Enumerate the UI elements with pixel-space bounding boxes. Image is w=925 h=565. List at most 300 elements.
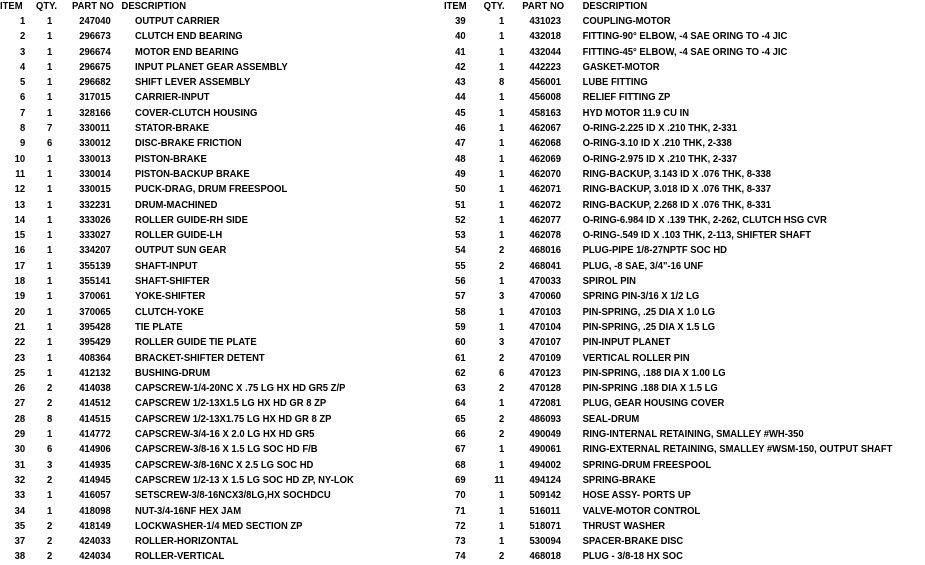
part-no-cell: 395428 [79,320,111,333]
part-no-cell: 333026 [79,213,111,226]
table-row [0,90,405,105]
part-no-cell: 330014 [79,167,111,180]
table-row [0,473,405,488]
item-cell: 39 [455,15,466,27]
item-cell: 71 [455,504,466,517]
part-no-cell: 330012 [79,137,111,150]
item-cell: 17 [14,259,26,272]
item-cell: 19 [14,290,26,303]
qty-cell: 1 [499,535,505,548]
part-no-cell: 462072 [529,198,562,211]
description-cell: COUPLING-MOTOR [582,15,671,27]
description-cell: PLUG-PIPE 1/8-27NPTF SOC HD [582,244,728,257]
item-cell: 70 [455,489,466,502]
qty-cell: 1 [46,366,53,379]
qty-cell: 1 [499,443,505,456]
table-row [0,396,405,411]
description-cell: MOTOR END BEARING [135,45,239,58]
description-cell: SETSCREW-3/8-16NCX3/8LG,HX SOCHDCU [135,489,331,502]
item-cell: 52 [455,213,466,226]
table-row [444,198,877,213]
description-cell: CAPSCREW-3/8-16NC X 2.5 LG SOC HD [135,458,314,471]
part-no-cell: 468041 [529,259,562,272]
qty-cell: 2 [46,550,53,563]
part-no-cell: 462077 [529,213,562,226]
part-no-cell: 530094 [529,535,562,548]
table-row [444,335,877,350]
item-cell: 37 [14,535,26,548]
description-cell: CLUTCH END BEARING [135,30,243,43]
header-qty: QTY. [483,0,505,12]
item-cell: 55 [455,259,466,272]
part-no-cell: 414772 [79,428,111,441]
qty-cell: 1 [46,336,53,349]
description-cell: CAPSCREW 1/2-13 X 1.5 LG SOC HD ZP, NY-LOK [135,473,354,486]
part-no-cell: 330015 [79,183,111,196]
description-cell: BUSHING-DRUM [135,366,211,379]
table-row [0,75,405,90]
qty-cell: 1 [499,167,505,180]
qty-cell: 2 [46,473,53,486]
qty-cell: 2 [499,550,505,563]
table-row [0,458,405,473]
qty-cell: 1 [46,30,53,43]
description-cell: CAPSCREW-1/4-20NC X .75 LG HX HD GR5 Z/P [135,382,346,395]
item-cell: 32 [14,473,26,486]
qty-cell: 1 [499,60,505,73]
item-cell: 57 [455,290,466,303]
table-row [444,351,877,366]
table-row [444,213,877,228]
item-cell: 20 [14,305,26,318]
qty-cell: 1 [46,91,53,104]
description-cell: HOSE ASSY- PORTS UP [582,489,691,502]
item-cell: 27 [14,397,26,410]
part-no-cell: 416057 [79,489,111,502]
qty-cell: 1 [499,122,505,135]
table-row [0,412,405,427]
part-no-cell: 418098 [79,504,111,517]
item-cell: 69 [455,473,466,486]
qty-cell: 2 [46,382,53,395]
description-cell: THRUST WASHER [582,519,666,532]
description-cell: LOCKWASHER-1/4 MED SECTION ZP [135,519,303,532]
table-row [0,259,405,274]
qty-cell: 2 [499,351,505,364]
table-row [0,243,405,258]
qty-cell: 2 [46,397,53,410]
item-cell: 50 [455,183,466,196]
header-description: DESCRIPTION [582,0,648,12]
qty-cell: 1 [499,213,505,226]
table-row [0,381,405,396]
description-cell: SHIFT LEVER ASSEMBLY [135,76,251,89]
qty-cell: 3 [499,290,505,303]
item-cell: 31 [14,458,26,471]
parts-list-left [0,0,450,565]
qty-cell: 2 [499,259,505,272]
table-row [444,473,877,488]
item-cell: 74 [455,550,466,563]
description-cell: VERTICAL ROLLER PIN [582,351,690,364]
qty-cell: 6 [499,366,505,379]
table-row [0,228,405,243]
item-cell: 41 [455,45,466,58]
item-cell: 1 [19,15,26,27]
description-cell: DRUM-MACHINED [135,198,218,211]
description-cell: O-RING-.549 ID X .103 THK, 2-113, SHIFTER SHAFT [582,229,812,242]
part-no-cell: 494124 [529,473,562,486]
description-cell: ROLLER GUIDE-LH [135,229,223,242]
qty-cell: 1 [46,229,53,242]
table-row [444,381,877,396]
qty-cell: 1 [499,106,505,119]
table-row [444,182,877,197]
qty-cell: 2 [499,412,505,425]
qty-cell: 1 [46,259,53,272]
item-cell: 40 [455,30,466,43]
table-row [0,519,405,534]
qty-cell: 1 [46,167,53,180]
qty-cell: 2 [46,519,53,532]
qty-cell: 1 [46,213,53,226]
description-cell: O-RING-3.10 ID X .210 THK, 2-338 [582,137,732,150]
header-part-no: PART NO [72,0,114,12]
part-no-cell: 490061 [529,443,562,456]
header-qty: QTY. [36,0,58,12]
table-row [0,289,405,304]
qty-cell: 1 [499,152,505,165]
description-cell: ROLLER-HORIZONTAL [135,535,239,548]
part-no-cell: 462067 [529,122,562,135]
parts-list-right-body [444,14,925,565]
table-row [444,14,877,29]
description-cell: YOKE-SHIFTER [135,290,206,303]
item-cell: 59 [455,320,466,333]
description-cell: SPRING PIN-3/16 X 1/2 LG [582,290,700,303]
item-cell: 68 [455,458,466,471]
description-cell: O-RING-2.975 ID X .210 THK, 2-337 [582,152,738,165]
part-no-cell: 494002 [529,458,562,471]
item-cell: 5 [19,76,26,89]
part-no-cell: 468018 [529,550,562,563]
description-cell: VALVE-MOTOR CONTROL [582,504,701,517]
part-no-cell: 333027 [79,229,111,242]
qty-cell: 1 [499,305,505,318]
description-cell: CAPSCREW 1/2-13X1.75 LG HX HD GR 8 ZP [135,412,332,425]
item-cell: 43 [455,76,466,89]
table-row [444,259,877,274]
table-row [444,320,877,335]
qty-cell: 1 [499,91,505,104]
table-row [0,182,405,197]
item-cell: 51 [455,198,466,211]
qty-cell: 1 [46,198,53,211]
part-no-cell: 462069 [529,152,562,165]
description-cell: RING-BACKUP, 3.143 ID X .076 THK, 8-338 [582,167,771,180]
table-row [444,152,877,167]
description-cell: ROLLER GUIDE TIE PLATE [135,336,257,349]
qty-cell: 1 [46,428,53,441]
table-row [0,534,405,549]
qty-cell: 1 [46,76,53,89]
item-cell: 62 [455,366,466,379]
part-no-cell: 468016 [529,244,562,257]
description-cell: NUT-3/4-16NF HEX JAM [135,504,242,517]
table-row [444,106,877,121]
item-cell: 60 [455,336,466,349]
description-cell: PISTON-BACKUP BRAKE [135,167,250,180]
part-no-cell: 518071 [529,519,562,532]
item-cell: 38 [14,550,26,563]
item-cell: 30 [14,443,26,456]
description-cell: SPRING-BRAKE [582,473,656,486]
item-cell: 10 [14,152,26,165]
description-cell: PLUG - 3/8-18 HX SOC [582,550,683,563]
description-cell: SPACER-BRAKE DISC [582,535,684,548]
qty-cell: 2 [46,535,53,548]
item-cell: 65 [455,412,466,425]
part-no-cell: 355139 [79,259,111,272]
header-row [0,0,405,14]
item-cell: 63 [455,382,466,395]
description-cell: STATOR-BRAKE [135,122,210,135]
table-row [444,167,877,182]
table-row [444,412,877,427]
item-cell: 3 [19,45,26,58]
qty-cell: 1 [46,489,53,502]
item-cell: 48 [455,152,466,165]
table-row [0,136,405,151]
description-cell: CLUTCH-YOKE [135,305,204,318]
part-no-cell: 414935 [79,458,111,471]
item-cell: 15 [14,229,26,242]
description-cell: ROLLER-VERTICAL [135,550,225,563]
item-cell: 4 [19,60,26,73]
part-no-cell: 355141 [79,275,111,288]
qty-cell: 1 [499,519,505,532]
table-row [0,427,405,442]
table-row [444,458,877,473]
qty-cell: 1 [46,351,53,364]
part-no-cell: 470104 [529,320,562,333]
item-cell: 64 [455,397,466,410]
qty-cell: 1 [46,305,53,318]
table-row [444,504,877,519]
description-cell: PLUG, GEAR HOUSING COVER [582,397,725,410]
qty-cell: 1 [499,397,505,410]
part-no-cell: 470109 [529,351,562,364]
qty-cell: 1 [46,275,53,288]
item-cell: 46 [455,122,466,135]
table-row [444,136,877,151]
part-no-cell: 395429 [79,336,111,349]
table-row [444,427,877,442]
item-cell: 8 [19,122,26,135]
item-cell: 2 [19,30,26,43]
description-cell: OUTPUT CARRIER [135,15,220,27]
table-row [444,274,877,289]
qty-cell: 1 [46,152,53,165]
description-cell: SEAL-DRUM [582,412,640,425]
description-cell: O-RING-6.984 ID X .139 THK, 2-262, CLUTCH HSG CVR [582,213,827,226]
part-no-cell: 490049 [529,428,562,441]
part-no-cell: 470107 [529,336,562,349]
part-no-cell: 431023 [529,15,562,27]
part-no-cell: 462068 [529,137,562,150]
item-cell: 28 [14,412,26,425]
part-no-cell: 296674 [79,45,111,58]
header-description: DESCRIPTION [121,0,187,12]
qty-cell: 3 [499,336,505,349]
table-row [0,60,405,75]
header-part-no: PART NO [522,0,565,12]
table-row [0,335,405,350]
description-cell: HYD MOTOR 11.9 CU IN [582,106,690,119]
description-cell: COVER-CLUTCH HOUSING [135,106,258,119]
item-cell: 35 [14,519,26,532]
description-cell: PIN-INPUT PLANET [582,336,671,349]
part-no-cell: 414512 [79,397,111,410]
qty-cell: 1 [499,320,505,333]
qty-cell: 1 [499,183,505,196]
part-no-cell: 462071 [529,183,562,196]
description-cell: PUCK-DRAG, DRUM FREESPOOL [135,183,288,196]
part-no-cell: 458163 [529,106,562,119]
description-cell: CAPSCREW-3/8-16 X 1.5 LG SOC HD F/B [135,443,318,456]
table-row [0,198,405,213]
part-no-cell: 432018 [529,30,562,43]
description-cell: RING-EXTERNAL RETAINING, SMALLEY #WSM-150, OUTPUT SHAFT [582,443,893,456]
qty-cell: 1 [499,458,505,471]
table-row [444,442,893,457]
part-no-cell: 330013 [79,152,111,165]
part-no-cell: 317015 [79,91,111,104]
qty-cell: 1 [46,290,53,303]
table-row [0,442,405,457]
qty-cell: 11 [494,473,505,486]
qty-cell: 6 [46,137,53,150]
table-row [0,549,405,564]
table-row [0,504,405,519]
header-row [444,0,877,14]
table-row [0,366,405,381]
description-cell: GASKET-MOTOR [582,60,660,73]
description-cell: RING-BACKUP, 3.018 ID X .076 THK, 8-337 [582,183,771,196]
table-row [444,121,877,136]
item-cell: 73 [455,535,466,548]
part-no-cell: 414038 [79,382,111,395]
part-no-cell: 424034 [79,550,111,563]
description-cell: ROLLER GUIDE-RH SIDE [135,213,248,226]
part-no-cell: 470128 [529,382,562,395]
part-no-cell: 486093 [529,412,562,425]
qty-cell: 2 [499,382,505,395]
table-row [444,289,877,304]
item-cell: 16 [14,244,26,257]
qty-cell: 8 [46,412,53,425]
item-cell: 34 [14,504,26,517]
qty-cell: 1 [499,15,505,27]
part-no-cell: 470103 [529,305,562,318]
table-row [0,152,405,167]
table-row [0,106,405,121]
table-row [444,488,877,503]
description-cell: PIN-SPRING, .188 DIA X 1.00 LG [582,366,726,379]
qty-cell: 1 [46,45,53,58]
table-row [444,75,877,90]
table-row [444,534,877,549]
item-cell: 33 [14,489,26,502]
parts-list-left-body [0,14,450,565]
part-no-cell: 296673 [79,30,111,43]
item-cell: 29 [14,428,26,441]
description-cell: PIN-SPRING .188 DIA X 1.5 LG [582,382,718,395]
parts-list-right [444,0,925,565]
table-row [0,14,405,29]
part-no-cell: 332231 [79,198,111,211]
item-cell: 22 [14,336,26,349]
table-row [444,549,877,564]
qty-cell: 2 [499,244,505,257]
part-no-cell: 418149 [79,519,111,532]
table-row [0,488,405,503]
part-no-cell: 408364 [79,351,111,364]
item-cell: 72 [455,519,466,532]
part-no-cell: 334207 [79,244,111,257]
table-row [444,60,877,75]
qty-cell: 2 [499,428,505,441]
part-no-cell: 247040 [79,15,111,27]
table-row [0,274,405,289]
qty-cell: 1 [499,229,505,242]
item-cell: 56 [455,275,466,288]
qty-cell: 1 [499,489,505,502]
description-cell: TIE PLATE [135,320,183,333]
qty-cell: 1 [499,198,505,211]
part-no-cell: 296682 [79,76,111,89]
item-cell: 18 [14,275,26,288]
part-no-cell: 472081 [529,397,562,410]
item-cell: 11 [15,167,26,180]
qty-cell: 1 [46,504,53,517]
description-cell: CAPSCREW 1/2-13X1.5 LG HX HD GR 8 ZP [135,397,327,410]
item-cell: 14 [14,213,26,226]
description-cell: PIN-SPRING, .25 DIA X 1.0 LG [582,305,716,318]
table-row [0,121,405,136]
description-cell: DISC-BRAKE FRICTION [135,137,242,150]
description-cell: FITTING-45° ELBOW, -4 SAE ORING TO -4 JIC [582,45,788,58]
part-no-cell: 462078 [529,229,562,242]
qty-cell: 8 [499,76,505,89]
description-cell: RELIEF FITTING ZP [582,91,671,104]
part-no-cell: 370065 [79,305,111,318]
item-cell: 26 [14,382,26,395]
part-no-cell: 470060 [529,290,562,303]
item-cell: 53 [455,229,466,242]
item-cell: 49 [455,167,466,180]
qty-cell: 1 [46,320,53,333]
part-no-cell: 424033 [79,535,111,548]
description-cell: LUBE FITTING [582,76,648,89]
item-cell: 54 [455,244,466,257]
part-no-cell: 456001 [529,76,562,89]
item-cell: 66 [455,428,466,441]
qty-cell: 1 [499,137,505,150]
qty-cell: 1 [46,15,53,27]
item-cell: 12 [14,183,26,196]
description-cell: CARRIER-INPUT [135,91,210,104]
